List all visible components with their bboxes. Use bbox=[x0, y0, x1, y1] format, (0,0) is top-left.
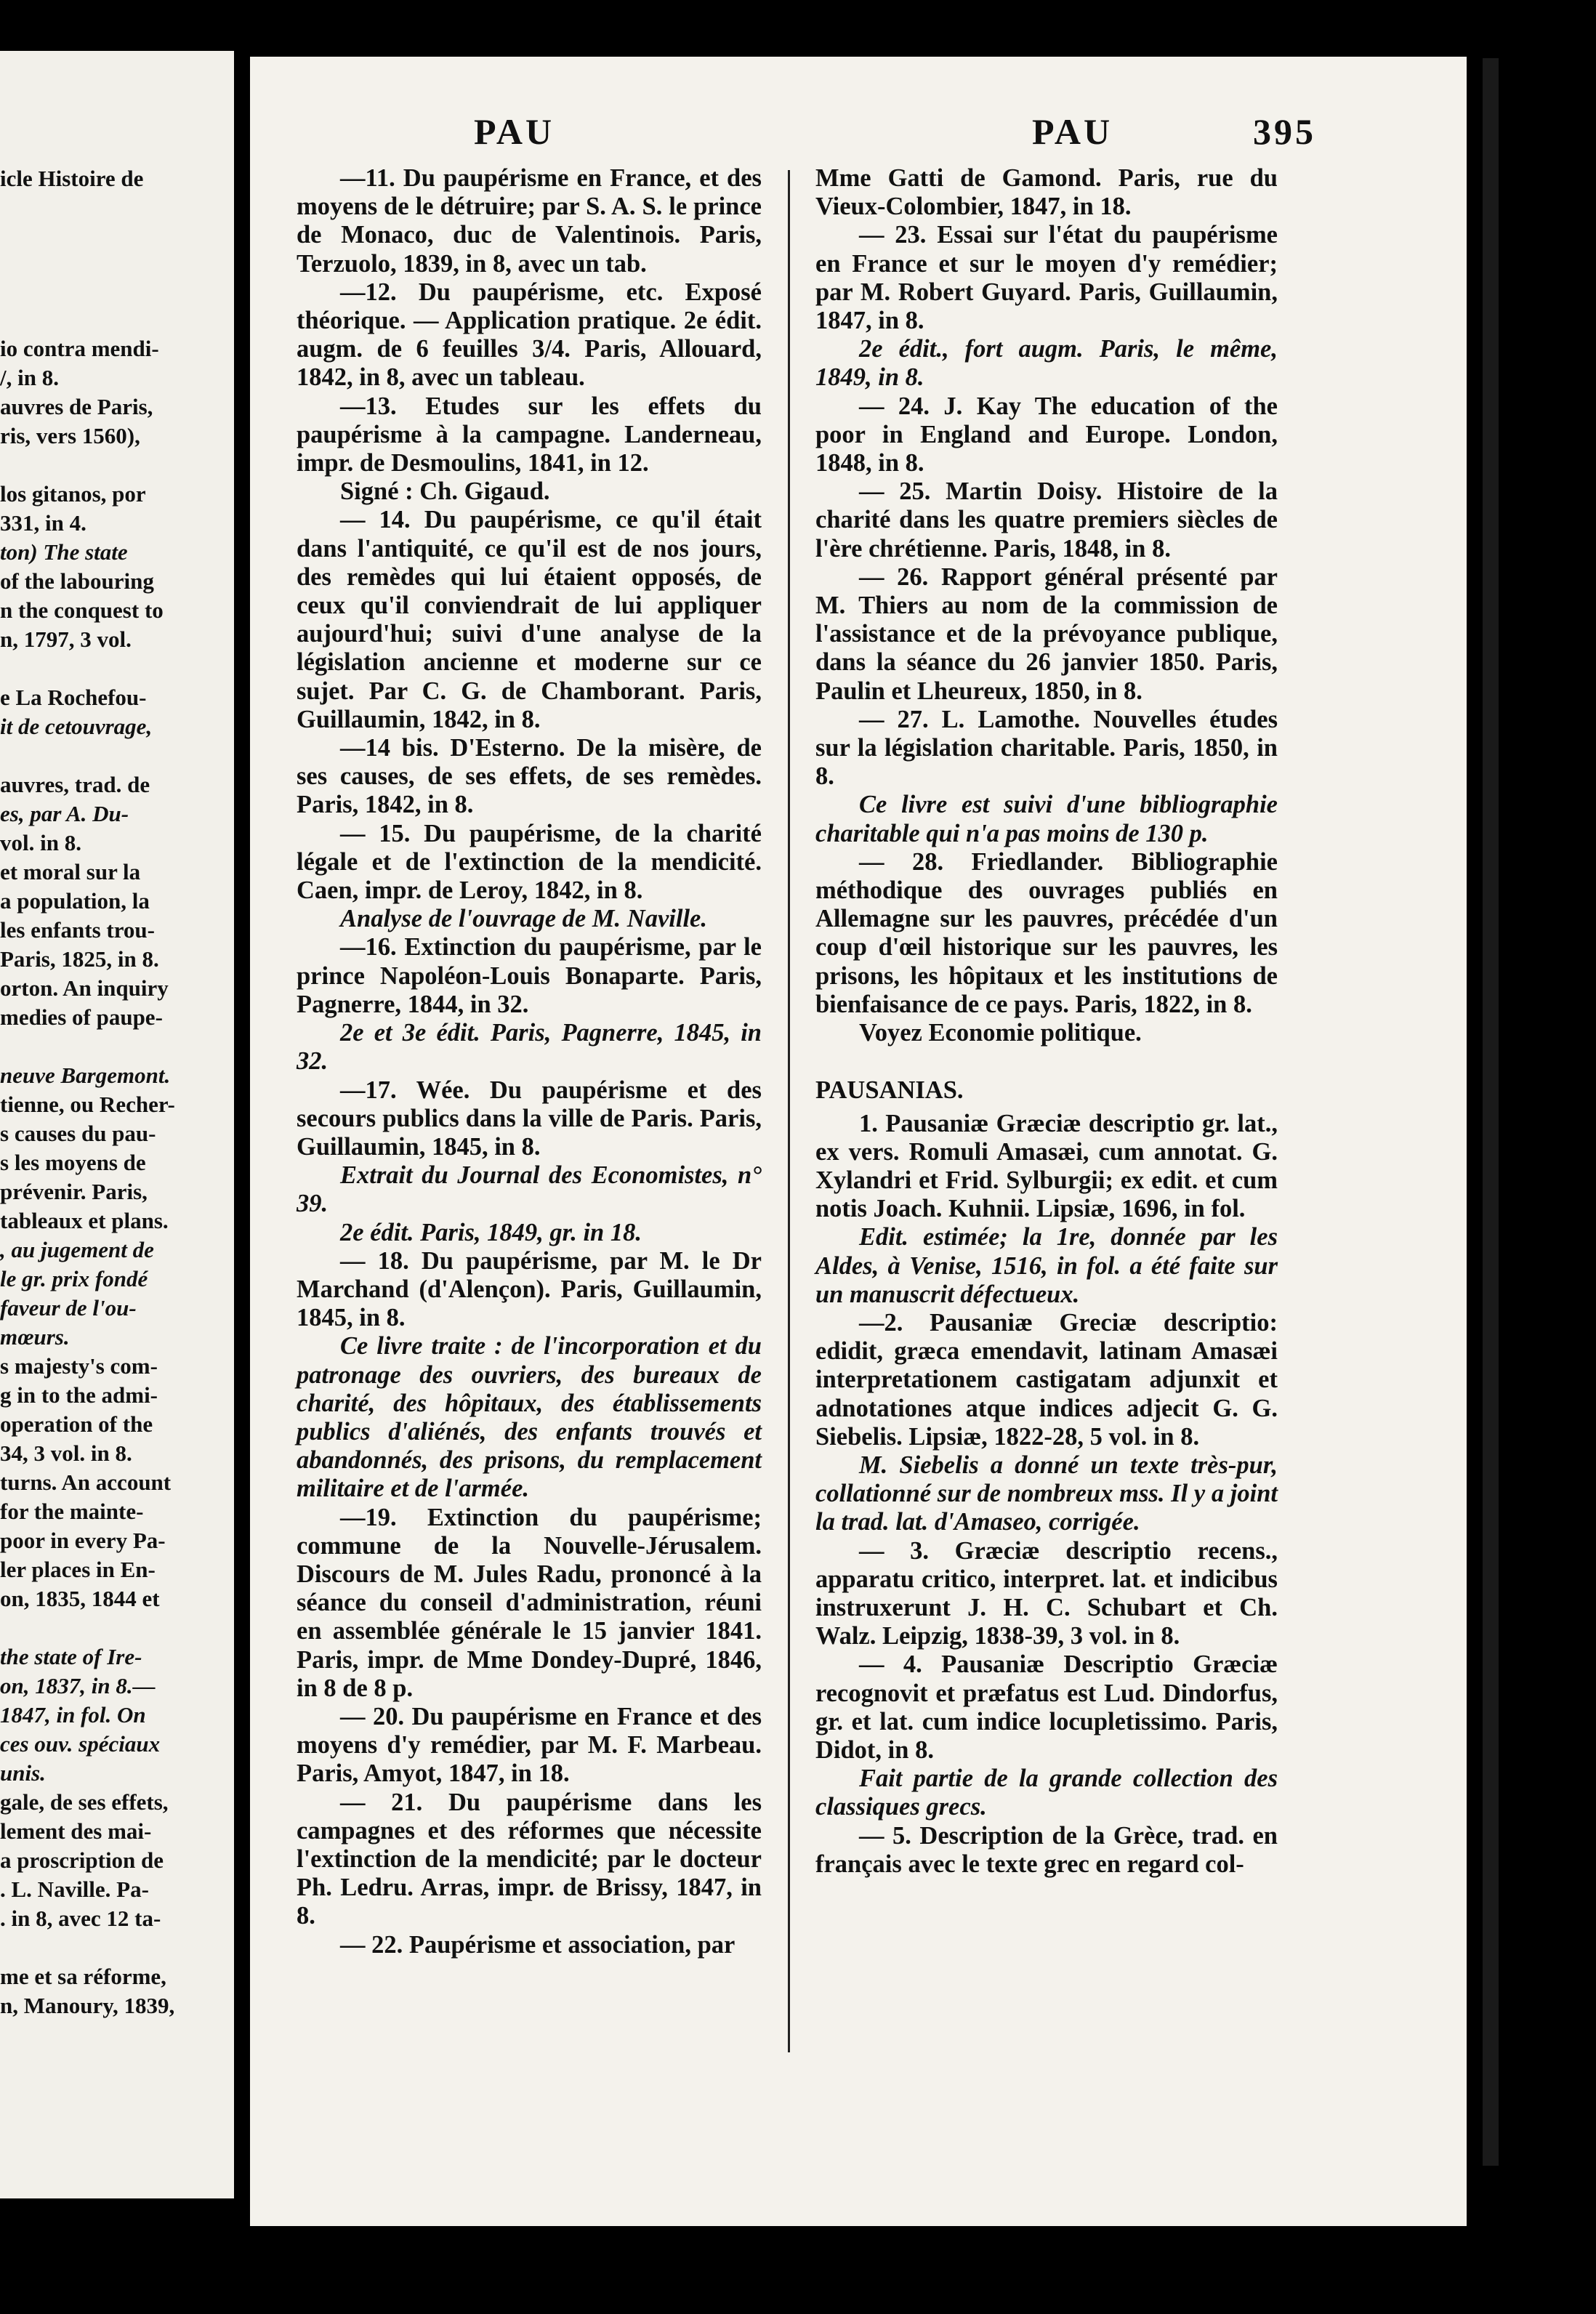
header-left-word: PAU bbox=[474, 111, 555, 152]
left-page-line: , au jugement de bbox=[0, 1237, 154, 1262]
left-page-line: n the conquest to bbox=[0, 597, 164, 623]
left-page-line: mœurs. bbox=[0, 1324, 70, 1350]
bibliography-entry: M. Siebelis a donné un texte très-pur, collationné sur de nombreux mss. Il y a joint la trad. lat. d'Amaseo, corrigée. bbox=[815, 1451, 1278, 1536]
running-header bbox=[250, 110, 1467, 161]
bibliography-entry: —11. Du paupérisme en France, et des moyens de le détruire; par S. A. S. le prince de Monaco, duc de Valentinois. Paris, Terzuolo, 1839, in 8, avec un tab. bbox=[297, 164, 762, 278]
left-page-line: unis. bbox=[0, 1760, 46, 1786]
bibliography-entry: — 20. Du paupérisme en France et des moyens d'y remédier, par M. F. Marbeau. Paris, Amyot, 1847, in 18. bbox=[297, 1702, 762, 1788]
bibliography-entry: — 24. J. Kay The education of the poor in England and Europe. London, 1848, in 8. bbox=[815, 392, 1278, 477]
bibliography-entry: Edit. estimée; la 1re, donnée par les Aldes, à Venise, 1516, in fol. a été faite sur un manuscrit défectueux. bbox=[815, 1223, 1278, 1308]
column-divider bbox=[788, 170, 790, 2052]
bibliography-entry: — 28. Friedlander. Bibliographie méthodique des ouvrages publiés en Allemagne sur les pauvres, précédée d'un coup d'œil historique sur les pauvres, les prisons, les hôpitaux et les institutions de bienfaisance de ce pays. Paris, 1822, in 8. bbox=[815, 847, 1278, 1018]
left-page-fragment bbox=[0, 51, 234, 2198]
bibliography-entry: — 5. Description de la Grèce, trad. en français avec le texte grec en regard col- bbox=[815, 1821, 1278, 1878]
left-page-line: me et sa réforme, bbox=[0, 1964, 166, 1989]
left-page-line: ris, vers 1560), bbox=[0, 423, 140, 448]
right-column bbox=[815, 164, 1278, 1879]
bibliography-entry: — 23. Essai sur l'état du paupérisme en France et sur le moyen d'y remédier; par M. Robert Guyard. Paris, Guillaumin, 1847, in 8. bbox=[815, 221, 1278, 335]
left-page-line: 1847, in fol. On bbox=[0, 1702, 146, 1728]
bibliography-entry: 2e édit., fort augm. Paris, le même, 1849, in 8. bbox=[815, 335, 1278, 392]
left-page-line: a population, la bbox=[0, 888, 150, 914]
left-page-line: s majesty's com- bbox=[0, 1353, 158, 1379]
left-page-line: icle Histoire de bbox=[0, 166, 144, 191]
left-page-line: io contra mendi- bbox=[0, 336, 159, 361]
left-page-line: . in 8, avec 12 ta- bbox=[0, 1906, 161, 1931]
bibliography-entry: —12. Du paupérisme, etc. Exposé théorique. — Application pratique. 2e édit. augm. de 6 feuilles 3/4. Paris, Allouard, 1842, in 8, avec un tableau. bbox=[297, 278, 762, 392]
left-page-line: a proscription de bbox=[0, 1847, 164, 1873]
bibliography-entry: 2e édit. Paris, 1849, gr. in 18. bbox=[340, 1218, 642, 1246]
left-page-line: g in to the admi- bbox=[0, 1382, 158, 1408]
bibliography-entry: — 25. Martin Doisy. Histoire de la charité dans les quatre premiers siècles de l'ère chrétienne. Paris, 1848, in 8. bbox=[815, 477, 1278, 563]
left-page-line: the state of Ire- bbox=[0, 1644, 142, 1669]
left-page-line: Paris, 1825, in 8. bbox=[0, 946, 159, 972]
left-page-line: ces ouv. spéciaux bbox=[0, 1731, 161, 1757]
left-page-line: 34, 3 vol. in 8. bbox=[0, 1440, 132, 1466]
left-page-line: s les moyens de bbox=[0, 1150, 146, 1175]
bibliography-entry: Mme Gatti de Gamond. Paris, rue du Vieux-Colombier, 1847, in 18. bbox=[815, 164, 1278, 221]
bibliography-entry: Analyse de l'ouvrage de M. Naville. bbox=[340, 905, 707, 933]
left-page-line: neuve Bargemont. bbox=[0, 1063, 171, 1088]
left-page-line: /, in 8. bbox=[0, 365, 59, 390]
left-page-line: e La Rochefou- bbox=[0, 685, 147, 710]
left-page-line: lement des mai- bbox=[0, 1818, 152, 1844]
left-page-line: ler places in En- bbox=[0, 1557, 156, 1582]
left-page-line: . L. Naville. Pa- bbox=[0, 1876, 149, 1902]
bibliography-entry: Ce livre traite : de l'incorporation et du patronage des ouvriers, des bureaux de charité, des hôpitaux, des établissements publics d'aliénés, des enfants trouvés et abandonnés, des prisons, du remplacement militaire et de l'armée. bbox=[297, 1332, 762, 1503]
bibliography-entry: —17. Wée. Du paupérisme et des secours publics dans la ville de Paris. Paris, Guillaumin, 1845, in 8. bbox=[297, 1076, 762, 1161]
left-page-line: es, par A. Du- bbox=[0, 801, 129, 826]
bibliography-entry: — 14. Du paupérisme, ce qu'il était dans l'antiquité, ce qu'il est de nos jours, des remèdes qui lui étaient opposés, de ceux qu'il conviendrait de lui appliquer aujourd'hui; suivi d'une analyse de la législation ancienne et moderne sur ce sujet. Par C. G. de Chamborant. Paris, Guillaumin, 1842, in 8. bbox=[297, 506, 762, 733]
left-page-line: on, 1835, 1844 et bbox=[0, 1586, 160, 1611]
left-page-line: orton. An inquiry bbox=[0, 975, 169, 1001]
bibliography-entry: — 18. Du paupérisme, par M. le Dr Marchand (d'Alençon). Paris, Guillaumin, 1845, in 8. bbox=[297, 1246, 762, 1332]
left-page-line: auvres, trad. de bbox=[0, 772, 150, 797]
bibliography-entry: —14 bis. D'Esterno. De la misère, de ses causes, de ses effets, de ses remèdes. Paris, 1842, in 8. bbox=[297, 734, 762, 819]
bibliography-entry: —16. Extinction du paupérisme, par le prince Napoléon-Louis Bonaparte. Paris, Pagnerre, 1844, in 32. bbox=[297, 933, 762, 1018]
bibliography-entry: Ce livre est suivi d'une bibliographie charitable qui n'a pas moins de 130 p. bbox=[815, 791, 1278, 847]
left-page-line: tableaux et plans. bbox=[0, 1208, 169, 1233]
left-page-line: le gr. prix fondé bbox=[0, 1266, 148, 1291]
left-page-line: auvres de Paris, bbox=[0, 394, 153, 419]
bibliography-entry: 2e et 3e édit. Paris, Pagnerre, 1845, in 32. bbox=[297, 1019, 762, 1076]
book-page bbox=[250, 57, 1467, 2226]
bibliography-entry: Voyez Economie politique. bbox=[859, 1019, 1142, 1047]
bibliography-entry: Signé : Ch. Gigaud. bbox=[340, 477, 550, 506]
left-page-line: n, 1797, 3 vol. bbox=[0, 626, 132, 652]
bibliography-entry: — 26. Rapport général présenté par M. Thiers au nom de la commission de l'assistance et de la prévoyance publique, dans la séance du 26 janvier 1850. Paris, Paulin et Lheureux, 1850, in 8. bbox=[815, 563, 1278, 705]
left-page-line: et moral sur la bbox=[0, 859, 141, 884]
left-page-line: les enfants trou- bbox=[0, 917, 155, 943]
bibliography-entry: Extrait du Journal des Economistes, n° 39. bbox=[297, 1161, 762, 1218]
left-page-line: ton) The state bbox=[0, 539, 128, 565]
left-page-line: n, Manoury, 1839, bbox=[0, 1993, 175, 2018]
left-page-line: gale, de ses effets, bbox=[0, 1789, 169, 1815]
left-page-line: vol. in 8. bbox=[0, 830, 81, 855]
bibliography-entry: — 21. Du paupérisme dans les campagnes et des réformes que nécessite l'extinction de la mendicité; par le docteur Ph. Ledru. Arras, impr. de Brissy, 1847, in 8. bbox=[297, 1788, 762, 1930]
left-page-line: operation of the bbox=[0, 1411, 153, 1437]
left-page-line: it de cetouvrage, bbox=[0, 714, 153, 739]
left-page-line: tienne, ou Recher- bbox=[0, 1092, 175, 1117]
left-page-line: 331, in 4. bbox=[0, 510, 86, 536]
header-right-word: PAU bbox=[1032, 111, 1113, 152]
left-page-line: for the mainte- bbox=[0, 1499, 144, 1524]
bibliography-entry: Fait partie de la grande collection des classiques grecs. bbox=[815, 1765, 1278, 1821]
left-page-line: faveur de l'ou- bbox=[0, 1295, 137, 1321]
entry-heading: PAUSANIAS. bbox=[815, 1076, 964, 1105]
left-page-line: turns. An account bbox=[0, 1470, 172, 1495]
page-number: 395 bbox=[1253, 111, 1316, 152]
bibliography-entry: — 4. Pausaniæ Descriptio Græciæ recognovit et præfatus est Lud. Dindorfus, gr. et lat. cum indice locupletissimo. Paris, Didot, in 8. bbox=[815, 1650, 1278, 1764]
bibliography-entry: — 22. Paupérisme et association, par bbox=[340, 1930, 735, 1959]
left-page-line: prévenir. Paris, bbox=[0, 1179, 148, 1204]
left-page-line: los gitanos, por bbox=[0, 481, 146, 507]
bibliography-entry: — 15. Du paupérisme, de la charité légale et de l'extinction de la mendicité. Caen, impr. de Leroy, 1842, in 8. bbox=[297, 819, 762, 905]
bibliography-entry: 1. Pausaniæ Græciæ descriptio gr. lat., ex vers. Romuli Amasæi, cum annotat. G. Xylandri et Frid. Sylburgii; ex edit. et cum notis Joach. Kuhnii. Lipsiæ, 1696, in fol. bbox=[815, 1109, 1278, 1223]
bibliography-entry: — 27. L. Lamothe. Nouvelles études sur la législation charitable. Paris, 1850, in 8. bbox=[815, 705, 1278, 791]
bibliography-entry: — 3. Græciæ descriptio recens., apparatu critico, interpret. lat. et indicibus instruxerunt J. H. C. Schubart et Ch. Walz. Leipzig, 1838-39, 3 vol. in 8. bbox=[815, 1536, 1278, 1650]
left-page-line: of the labouring bbox=[0, 568, 154, 594]
bibliography-entry: —13. Etudes sur les effets du paupérisme à la campagne. Landerneau, impr. de Desmoulins, 1841, in 12. bbox=[297, 392, 762, 477]
left-page-line: on, 1837, in 8.— bbox=[0, 1673, 156, 1698]
left-page-line: poor in every Pa- bbox=[0, 1528, 166, 1553]
left-column bbox=[297, 164, 762, 1959]
bibliography-entry: —19. Extinction du paupérisme; commune de la Nouvelle-Jérusalem. Discours de M. Jules Radu, prononcé à la séance du conseil d'administration, réuni en assemblée générale le 15 janvier 1841. Paris, impr. de Mme Dondey-Dupré, 1846, in 8 de 8 p. bbox=[297, 1503, 762, 1702]
left-page-line: medies of paupe- bbox=[0, 1004, 163, 1030]
left-page-line: s causes du pau- bbox=[0, 1121, 156, 1146]
bibliography-entry: —2. Pausaniæ Greciæ descriptio: edidit, græca emendavit, latinam Amasæi interpretationem castigatam adjunxit et adnotationes atque indices adjecit G. G. Siebelis. Lipsiæ, 1822-28, 5 vol. in 8. bbox=[815, 1308, 1278, 1451]
book-spine bbox=[1483, 58, 1499, 2166]
